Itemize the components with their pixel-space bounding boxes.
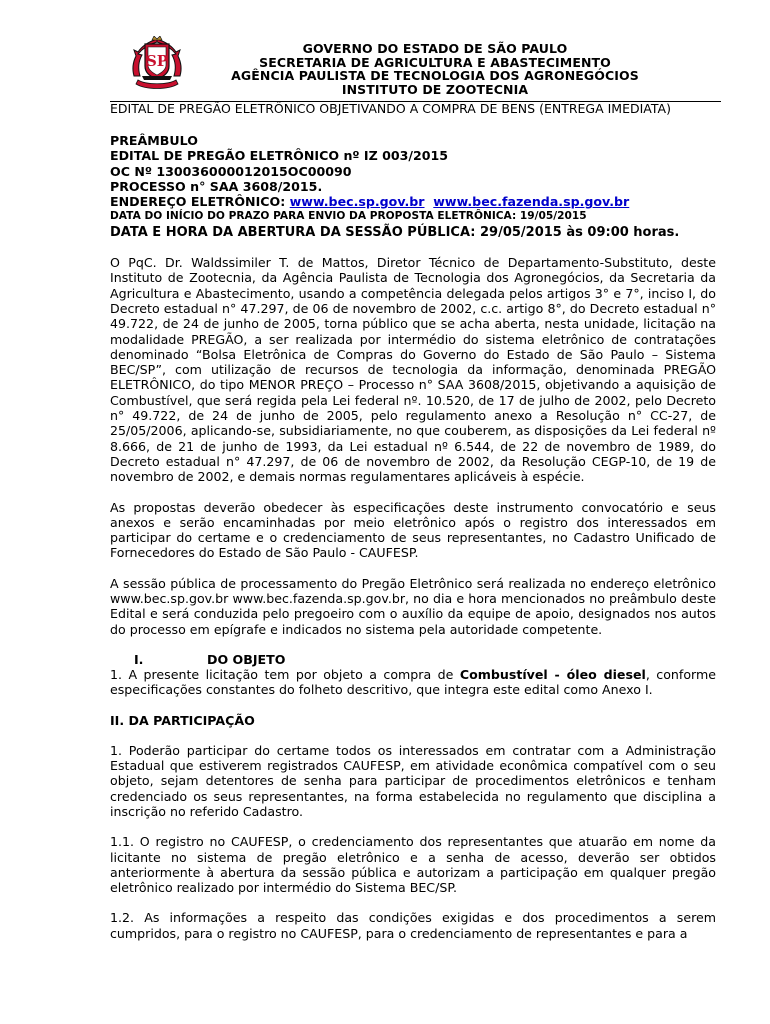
section-2-heading: II. DA PARTICIPAÇÃO xyxy=(110,712,255,728)
section-2-item-1-2: 1.2. As informações a respeito das condições exigidas e dos procedimentos a serem cumpridos, para o registro no CAUFESP, para o credenciamento de representantes e para a xyxy=(110,910,716,941)
section-1-heading xyxy=(110,652,716,667)
sao-paulo-coat-of-arms-logo xyxy=(124,36,190,92)
section-1-text-before: 1. A presente licitação tem por objeto a compra de xyxy=(110,666,460,682)
electronic-address-label: ENDEREÇO ELETRÔNICO: xyxy=(110,194,286,210)
header-line-secretariat: SECRETARIA DE AGRICULTURA E ABASTECIMENTO xyxy=(259,54,611,70)
section-1-text-after: , conforme especificações constantes do folheto descritivo, que integra este edital como Anexo I. xyxy=(110,666,717,698)
preamble xyxy=(110,133,716,240)
document-subtitle: EDITAL DE PREGÃO ELETRÔNICO OBJETIVANDO A COMPRA DE BENS (ENTREGA IMEDIATA) xyxy=(110,101,671,116)
session-paragraph: A sessão pública de processamento do Pregão Eletrônico será realizada no endereço eletrônico www.bec.sp.gov.br www.bec.fazenda.sp.gov.br, no dia e hora mencionados no preâmbulo deste Edital e será conduzida pelo pregoeiro com o auxílio da equipe de apoio, designados nos autos do processo em epígrafe e indicados no sistema pela autoridade competente. xyxy=(110,575,716,637)
section-2-item-1: 1. Poderão participar do certame todos os interessados em contratar com a Administração Estadual que estiverem registrados CAUFESP, em atividade econômica compatível com o seu objeto, sejam detentores de senha para participar de procedimentos eletrônicos e tenham credenciado os seus representantes, na forma estabelecida no regulamento que disciplina a inscrição no referido Cadastro. xyxy=(110,742,716,819)
preamble-heading: PREÂMBULO xyxy=(110,133,198,148)
section-1-title: DO OBJETO xyxy=(207,651,286,667)
session-opening-datetime: DATA E HORA DA ABERTURA DA SESSÃO PÚBLICA: 29/05/2015 às 09:00 horas. xyxy=(110,224,680,240)
proposals-paragraph: As propostas deverão obedecer às especificações deste instrumento convocatório e seus anexos e serão encaminhadas por meio eletrônico após o registro dos interessados em participar do certame e o credenciamento de seus representantes, no Cadastro Unificado de Fornecedores do Estado de São Paulo - CAUFESP. xyxy=(110,499,716,561)
intro-paragraph: O PqC. Dr. Waldssimiler T. de Mattos, Diretor Técnico de Departamento-Substituto, deste Instituto de Zootecnia, da Agência Paulista de Tecnologia dos Agronegócios, da Secretaria da Agricultura e Abastecimento, usando a competência delegada pelos artigos 3° e 7°, inciso I, do Decreto estadual n° 47.297, de 06 de novembro de 2002, c.c. artigo 8°, do Decreto estadual n° 49.722, de 24 de junho de 2005, torna público que se acha aberta, nesta unidade, licitação na modalidade PREGÃO, a ser realizada por intermédio do sistema eletrônico de contratações denominado “Bolsa Eletrônica de Compras do Governo do Estado de São Paulo – Sistema BEC/SP”, com utilização de recursos de tecnologia da informação, denominada PREGÃO ELETRÔNICO, do tipo MENOR PREÇO – Processo n° SAA 3608/2015, objetivando a aquisição de Combustível, que será regida pela Lei federal nº. 10.520, de 17 de julho de 2002, pelo Decreto n° 49.722, de 24 de junho de 2005, pelo regulamento anexo a Resolução n° CC-27, de 25/05/2006, aplicando-se, subsidiariamente, no que couberem, as disposições da Lei federal nº 8.666, de 21 de junho de 1993, da Lei estadual nº 6.544, de 22 de novembro de 1989, do Decreto estadual n° 47.297, de 06 de novembro de 2002, da Resolução CEGP-10, de 19 de novembro de 2002, e demais normas regulamentares aplicáveis à espécie. xyxy=(110,255,716,485)
logo-monogram: SP xyxy=(145,52,169,70)
edital-number: EDITAL DE PREGÃO ELETRÔNICO nº IZ 003/2015 xyxy=(110,148,449,164)
letterhead xyxy=(200,42,670,96)
bec-fazenda-link[interactable]: www.bec.fazenda.sp.gov.br xyxy=(433,194,630,210)
proposal-start-date: DATA DO INÍCIO DO PRAZO PARA ENVIO DA PROPOSTA ELETRÔNICA: 19/05/2015 xyxy=(110,210,587,223)
process-number: PROCESSO n° SAA 3608/2015. xyxy=(110,178,323,194)
bec-link[interactable]: www.bec.sp.gov.br xyxy=(289,194,425,210)
header-line-institute: INSTITUTO DE ZOOTECNIA xyxy=(341,81,529,97)
section-1-number: I. xyxy=(134,651,144,667)
oc-number: OC Nº 130036000012015OC00090 xyxy=(110,163,352,179)
section-1-paragraph xyxy=(110,667,716,698)
header-line-agency: AGÊNCIA PAULISTA DE TECNOLOGIA DOS AGRONEGÓCIOS xyxy=(231,68,639,83)
section-2-item-1-1: 1.1. O registro no CAUFESP, o credenciamento dos representantes que atuarão em nome da licitante no sistema de pregão eletrônico e a senha de acesso, deverão ser obtidos anteriormente à abertura da sessão pública e autorizam a participação em qualquer pregão eletrônico realizado por intermédio do Sistema BEC/SP. xyxy=(110,834,716,896)
document-body xyxy=(110,133,716,941)
header-line-government: GOVERNO DO ESTADO DE SÃO PAULO xyxy=(302,41,568,56)
section-1-object: Combustível - óleo diesel xyxy=(459,666,646,682)
electronic-address xyxy=(110,194,716,209)
